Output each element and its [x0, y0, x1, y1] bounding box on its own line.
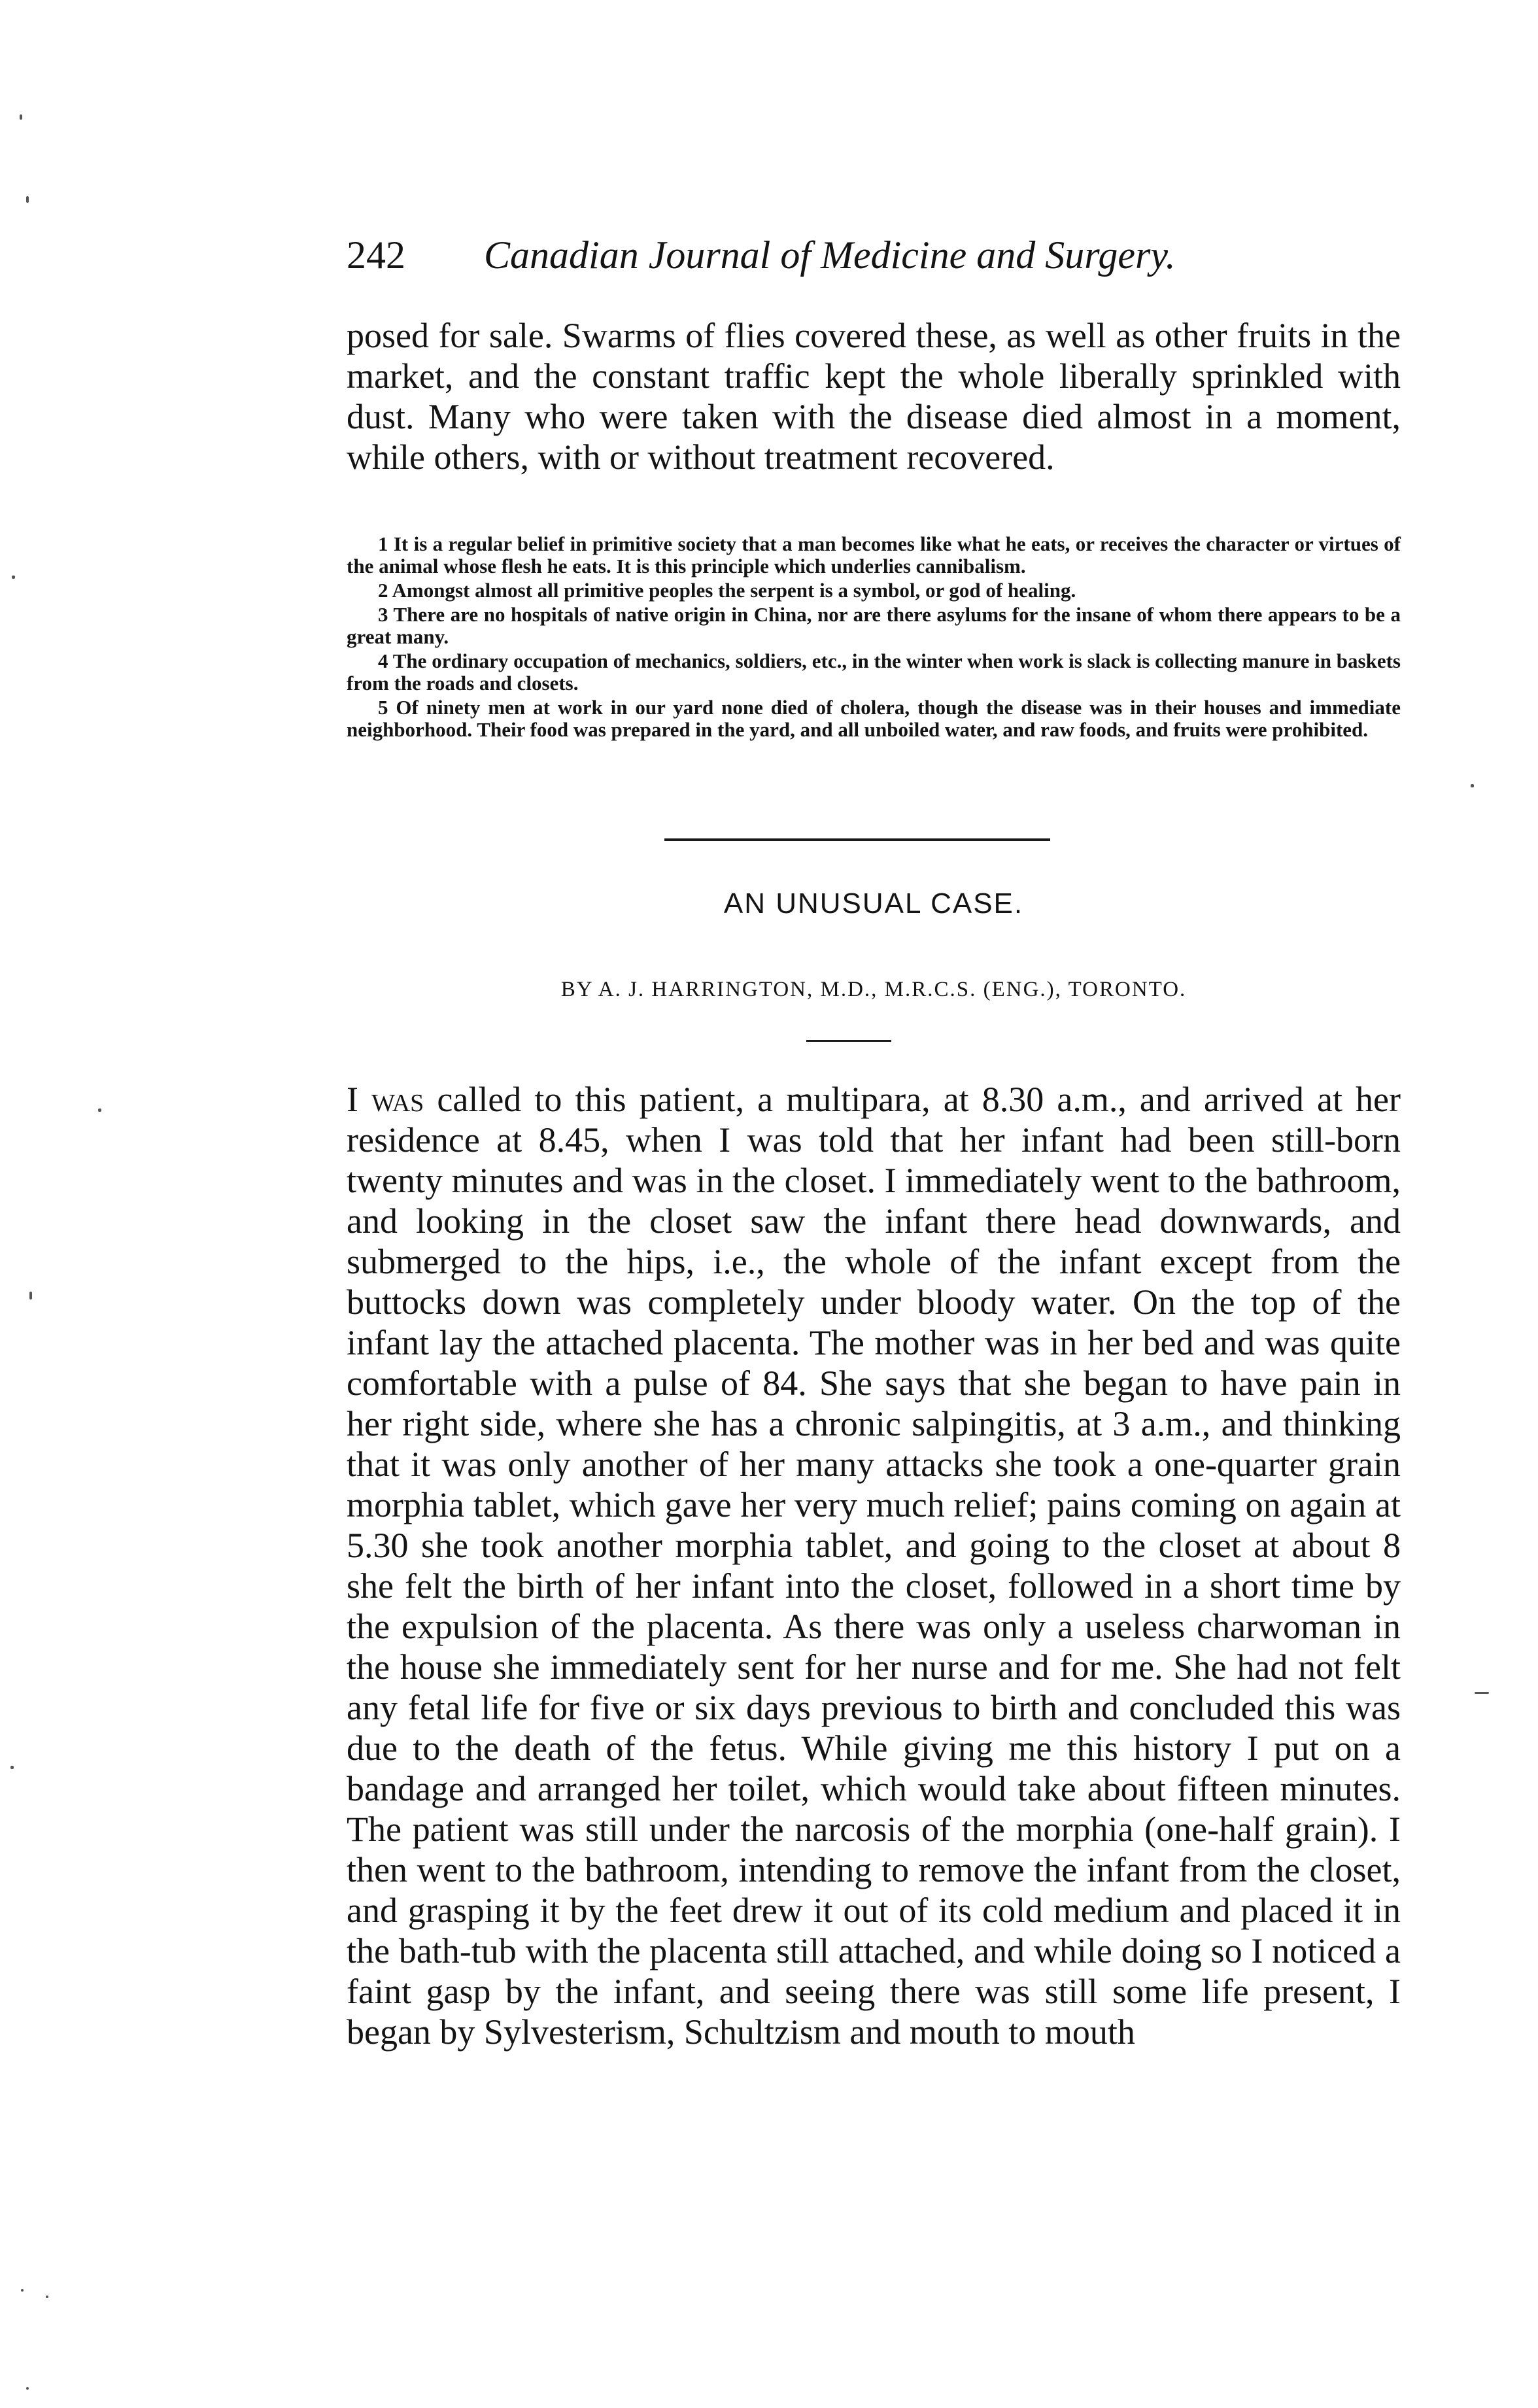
- footnote-4: 4 The ordinary occupation of mechanics, soldiers, etc., in the winter when work is slack is collecting manure in baskets from the roads and closets.: [347, 649, 1401, 695]
- article-title: AN UNUSUAL CASE.: [723, 887, 1024, 920]
- page-number: 242: [347, 233, 405, 277]
- scan-speck: [10, 1766, 14, 1769]
- scan-speck: [98, 1109, 101, 1112]
- footnote-2: 2 Amongst almost all primitive peoples the serpent is a symbol, or god of healing.: [378, 579, 1076, 602]
- article-body: [347, 1079, 1401, 2052]
- section-divider: [664, 838, 1050, 841]
- article-paragraph-text: called to this patient, a multipara, at 8.30 a.m., and arrived at her residence at 8.45, when I was told that her infant had been still-born twenty minutes and was in the closet. I immediately went to the bathroom, and looking in the closet saw the infant there head downwards, and submerged to the hips, i.e., the whole of the infant except from the buttocks down was completely under bloody water. On the top of the infant lay the attached placenta. The mother was in her bed and was quite comfortable with a pulse of 84. She says that she began to have pain in her right side, where she has a chronic salpingitis, at 3 a.m., and thinking that it was only another of her many attacks she took a one-quarter grain morphia tablet, which gave her very much relief; pains coming on again at 5.30 she took another morphia tablet, and going to the closet at about 8 she felt the birth of her infant into the closet, followed in a short time by the expulsion of the placenta. As there was only a useless charwoman in the house she immediately sent for her nurse and for me. She had not felt any fetal life for five or six days previous to birth and concluded this was due to the death of the fetus. While giving me this history I put on a bandage and arranged her toilet, which would take about fifteen minutes. The patient was still under the narcosis of the morphia (one-half grain). I then went to the bathroom, intending to remove the infant from the closet, and grasping it by the feet drew it out of its cold medium and placed it in the bath-tub with the placenta still attached, and while doing so I noticed a faint gasp by the infant, and seeing there was still some life present, I began by Sylvesterism, Schultzism and mouth to mouth: [347, 1080, 1401, 2052]
- footnote-5: 5 Of ninety men at work in our yard none died of cholera, though the disease was in their houses and immediate neighborhood. Their food was prepared in the yard, and all unboiled water, and raw foods, and fruits were prohibited.: [347, 696, 1401, 741]
- scan-speck: [26, 2387, 29, 2390]
- continuation-paragraph: [347, 315, 1401, 477]
- article-paragraph: [347, 1079, 1401, 2052]
- paragraph-text: posed for sale. Swarms of flies covered these, as well as other fruits in the market, and the constant traffic kept the whole liberally sprinkled with dust. Many who were taken with the disease died almost in a moment, while others, with or without treatment recovered.: [347, 316, 1401, 477]
- footnotes: [347, 533, 1401, 743]
- article-byline: BY A. J. HARRINGTON, M.D., M.R.C.S. (ENG.), TORONTO.: [560, 978, 1187, 1001]
- scan-speck: [1475, 1692, 1489, 1694]
- scan-speck: [46, 2296, 48, 2298]
- scan-speck: [29, 1292, 32, 1299]
- footnote-1: 1 It is a regular belief in primitive society that a man becomes like what he eats, or receives the character or virtues of the animal whose flesh he eats. It is this principle which underlies cannibalism.: [347, 532, 1401, 577]
- lead-words: I was: [347, 1080, 424, 1119]
- scan-speck: [1471, 784, 1474, 787]
- scan-speck: [21, 2289, 24, 2292]
- scan-speck: [20, 114, 22, 120]
- title-rule: [806, 1040, 891, 1042]
- scan-speck: [12, 576, 15, 579]
- footnote-3: 3 There are no hospitals of native origin in China, nor are there asylums for the insane of whom there appears to be a great many.: [347, 603, 1401, 648]
- journal-title: Canadian Journal of Medicine and Surgery.: [484, 233, 1176, 277]
- scan-speck: [26, 196, 29, 203]
- running-head: [347, 226, 1393, 284]
